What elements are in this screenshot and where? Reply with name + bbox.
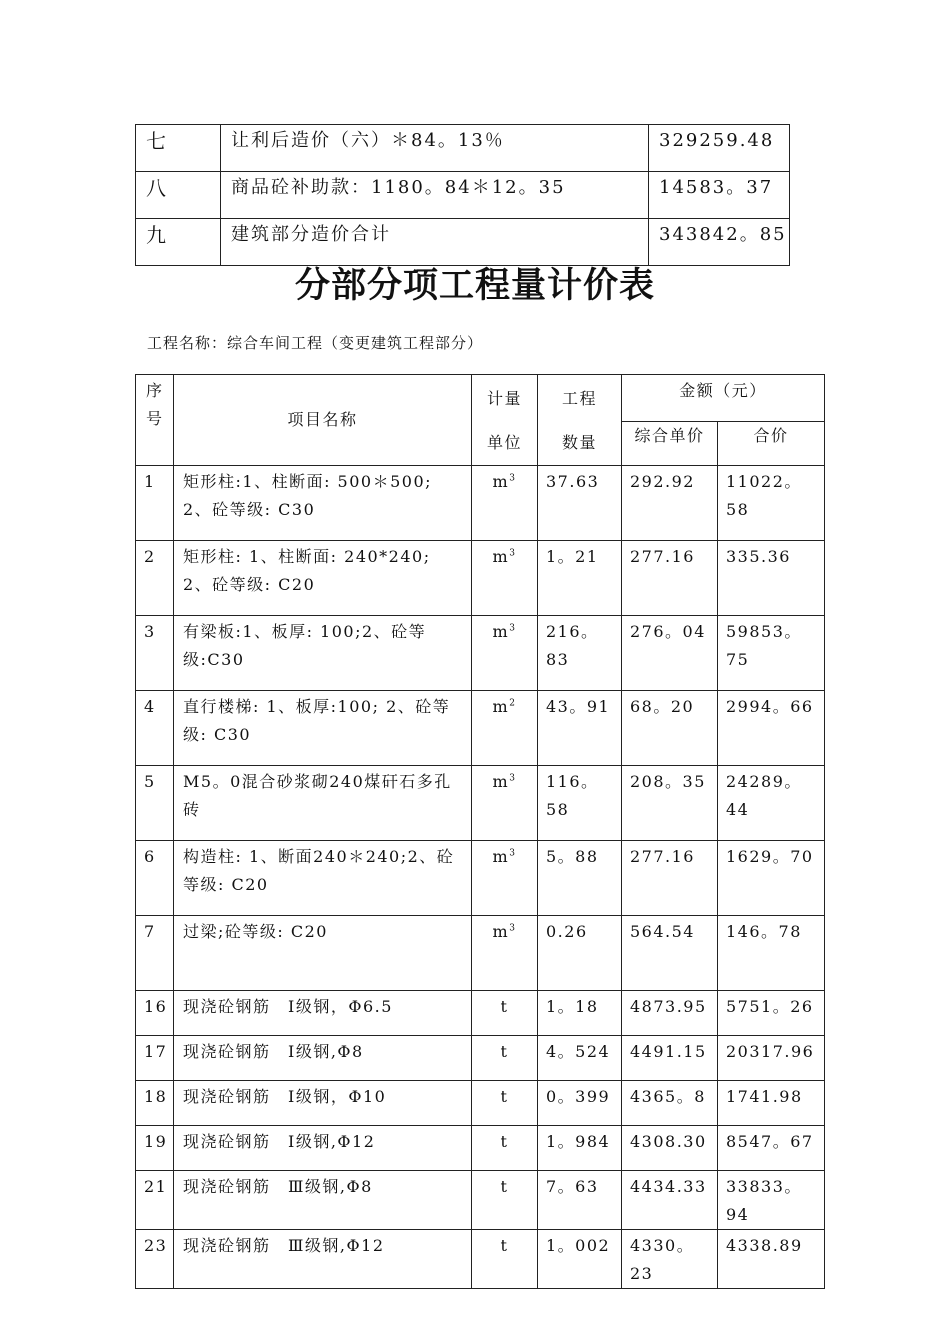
table-row — [136, 541, 825, 616]
row-seq: 19 — [136, 1126, 174, 1171]
row-name: 现浇砼钢筋 Ⅰ级钢，Φ6.5 — [174, 991, 472, 1036]
row-name: 现浇砼钢筋 Ⅰ级钢,Φ12 — [174, 1126, 472, 1171]
page-title: 分部分项工程量计价表 — [294, 265, 655, 306]
row-unit — [472, 1171, 538, 1230]
row-unit-price: 292.92 — [622, 466, 718, 541]
unit-exponent: 3 — [509, 923, 517, 934]
summary-amount: 329259.48 — [649, 125, 790, 172]
row-name: 现浇砼钢筋 Ⅰ级钢，Φ10 — [174, 1081, 472, 1126]
row-total: 11022。58 — [718, 466, 825, 541]
row-qty: 0。399 — [538, 1081, 622, 1126]
row-qty: 0.26 — [538, 916, 622, 991]
row-name: 有梁板:1、板厚: 100;2、砼等级:C30 — [174, 616, 472, 691]
header-qty-top: 工程 — [561, 389, 597, 408]
row-qty: 37.63 — [538, 466, 622, 541]
header-qty-bottom: 数量 — [561, 433, 597, 452]
summary-row — [136, 172, 790, 219]
unit-text: m — [492, 622, 510, 641]
row-seq: 16 — [136, 991, 174, 1036]
row-total: 4338.89 — [718, 1230, 825, 1289]
row-name: 现浇砼钢筋 Ⅰ级钢,Φ8 — [174, 1036, 472, 1081]
row-qty: 1。21 — [538, 541, 622, 616]
row-qty: 4。524 — [538, 1036, 622, 1081]
unit-text: t — [500, 1087, 509, 1106]
row-unit-price: 4491.15 — [622, 1036, 718, 1081]
summary-index: 八 — [136, 172, 221, 219]
row-seq: 18 — [136, 1081, 174, 1126]
table-row — [136, 1171, 825, 1230]
row-unit — [472, 541, 538, 616]
header-unit-top: 计量 — [486, 389, 522, 408]
row-unit — [472, 691, 538, 766]
row-qty: 43。91 — [538, 691, 622, 766]
row-unit — [472, 616, 538, 691]
unit-exponent: 3 — [509, 548, 517, 559]
unit-exponent: 3 — [509, 623, 517, 634]
project-name: 工程名称：综合车间工程（变更建筑工程部分） — [147, 334, 484, 352]
row-name: M5。0混合砂浆砌240煤矸石多孔砖 — [174, 766, 472, 841]
row-seq: 17 — [136, 1036, 174, 1081]
row-unit-price: 564.54 — [622, 916, 718, 991]
row-total: 146。78 — [718, 916, 825, 991]
row-name: 过梁;砼等级: C20 — [174, 916, 472, 991]
row-unit — [472, 1036, 538, 1081]
row-seq: 21 — [136, 1171, 174, 1230]
unit-text: m — [492, 772, 510, 791]
unit-text: m — [492, 472, 510, 491]
summary-item: 建筑部分造价合计 — [221, 219, 649, 266]
row-unit-price: 277.16 — [622, 841, 718, 916]
row-name: 直行楼梯: 1、板厚:100; 2、砼等级: C30 — [174, 691, 472, 766]
row-unit-price: 4365。8 — [622, 1081, 718, 1126]
row-total: 33833。94 — [718, 1171, 825, 1230]
pricing-table — [135, 374, 825, 1289]
table-row — [136, 916, 825, 991]
header-unit-price: 综合单价 — [622, 421, 718, 465]
header-seq: 序号 — [136, 375, 174, 466]
row-unit — [472, 1230, 538, 1289]
table-row — [136, 766, 825, 841]
row-unit-price: 208。35 — [622, 766, 718, 841]
table-row — [136, 616, 825, 691]
summary-index: 九 — [136, 219, 221, 266]
row-seq: 5 — [136, 766, 174, 841]
row-unit-price: 4434.33 — [622, 1171, 718, 1230]
row-unit — [472, 841, 538, 916]
row-total: 335.36 — [718, 541, 825, 616]
table-row — [136, 1230, 825, 1289]
unit-text: t — [500, 1177, 509, 1196]
row-unit-price: 4873.95 — [622, 991, 718, 1036]
row-qty: 216。83 — [538, 616, 622, 691]
row-seq: 23 — [136, 1230, 174, 1289]
unit-text: m — [492, 697, 510, 716]
unit-text: t — [500, 997, 509, 1016]
unit-text: m — [492, 547, 510, 566]
unit-exponent: 3 — [509, 473, 517, 484]
row-qty: 1。984 — [538, 1126, 622, 1171]
row-total: 1741.98 — [718, 1081, 825, 1126]
header-unit-bottom: 单位 — [486, 433, 522, 452]
table-row — [136, 691, 825, 766]
row-name: 矩形柱:1、柱断面: 500＊500; 2、砼等级: C30 — [174, 466, 472, 541]
unit-text: m — [492, 847, 510, 866]
table-row — [136, 1126, 825, 1171]
header-total: 合价 — [718, 421, 825, 465]
row-unit-price: 4330。23 — [622, 1230, 718, 1289]
row-unit — [472, 466, 538, 541]
row-qty: 7。63 — [538, 1171, 622, 1230]
row-unit-price: 4308.30 — [622, 1126, 718, 1171]
row-total: 5751。26 — [718, 991, 825, 1036]
table-row — [136, 991, 825, 1036]
row-seq: 7 — [136, 916, 174, 991]
row-total: 1629。70 — [718, 841, 825, 916]
row-unit-price: 276。04 — [622, 616, 718, 691]
unit-text: m — [492, 922, 510, 941]
unit-exponent: 2 — [509, 698, 517, 709]
row-seq: 3 — [136, 616, 174, 691]
summary-table — [135, 124, 790, 266]
row-unit — [472, 1126, 538, 1171]
summary-amount: 14583。37 — [649, 172, 790, 219]
header-qty — [538, 375, 622, 466]
row-total: 2994。66 — [718, 691, 825, 766]
header-unit — [472, 375, 538, 466]
table-row — [136, 1081, 825, 1126]
row-seq: 4 — [136, 691, 174, 766]
header-amount: 金额（元） — [622, 375, 825, 422]
row-qty: 5。88 — [538, 841, 622, 916]
summary-index: 七 — [136, 125, 221, 172]
row-unit-price: 68。20 — [622, 691, 718, 766]
row-unit — [472, 916, 538, 991]
row-total: 8547。67 — [718, 1126, 825, 1171]
row-total: 59853。75 — [718, 616, 825, 691]
unit-text: t — [500, 1042, 509, 1061]
unit-text: t — [500, 1132, 509, 1151]
row-seq: 6 — [136, 841, 174, 916]
row-unit — [472, 1081, 538, 1126]
row-qty: 1。18 — [538, 991, 622, 1036]
row-name: 现浇砼钢筋 Ⅲ级钢,Φ8 — [174, 1171, 472, 1230]
row-name: 现浇砼钢筋 Ⅲ级钢,Φ12 — [174, 1230, 472, 1289]
row-total: 24289。44 — [718, 766, 825, 841]
row-unit — [472, 991, 538, 1036]
row-unit — [472, 766, 538, 841]
summary-amount: 343842。85 — [649, 219, 790, 266]
unit-exponent: 3 — [509, 773, 517, 784]
row-name: 矩形柱: 1、柱断面: 240*240; 2、砼等级: C20 — [174, 541, 472, 616]
row-qty: 1。002 — [538, 1230, 622, 1289]
table-row — [136, 841, 825, 916]
row-seq: 2 — [136, 541, 174, 616]
row-total: 20317.96 — [718, 1036, 825, 1081]
row-seq: 1 — [136, 466, 174, 541]
summary-item: 让利后造价（六）＊84。13％ — [221, 125, 649, 172]
unit-exponent: 3 — [509, 848, 517, 859]
unit-text: t — [500, 1236, 509, 1255]
row-qty: 116。58 — [538, 766, 622, 841]
row-name: 构造柱: 1、断面240＊240;2、砼等级: C20 — [174, 841, 472, 916]
table-row — [136, 1036, 825, 1081]
header-row — [136, 375, 825, 422]
table-row — [136, 466, 825, 541]
summary-item: 商品砼补助款：1180。84＊12。35 — [221, 172, 649, 219]
row-unit-price: 277.16 — [622, 541, 718, 616]
header-name: 项目名称 — [174, 375, 472, 466]
summary-row — [136, 125, 790, 172]
